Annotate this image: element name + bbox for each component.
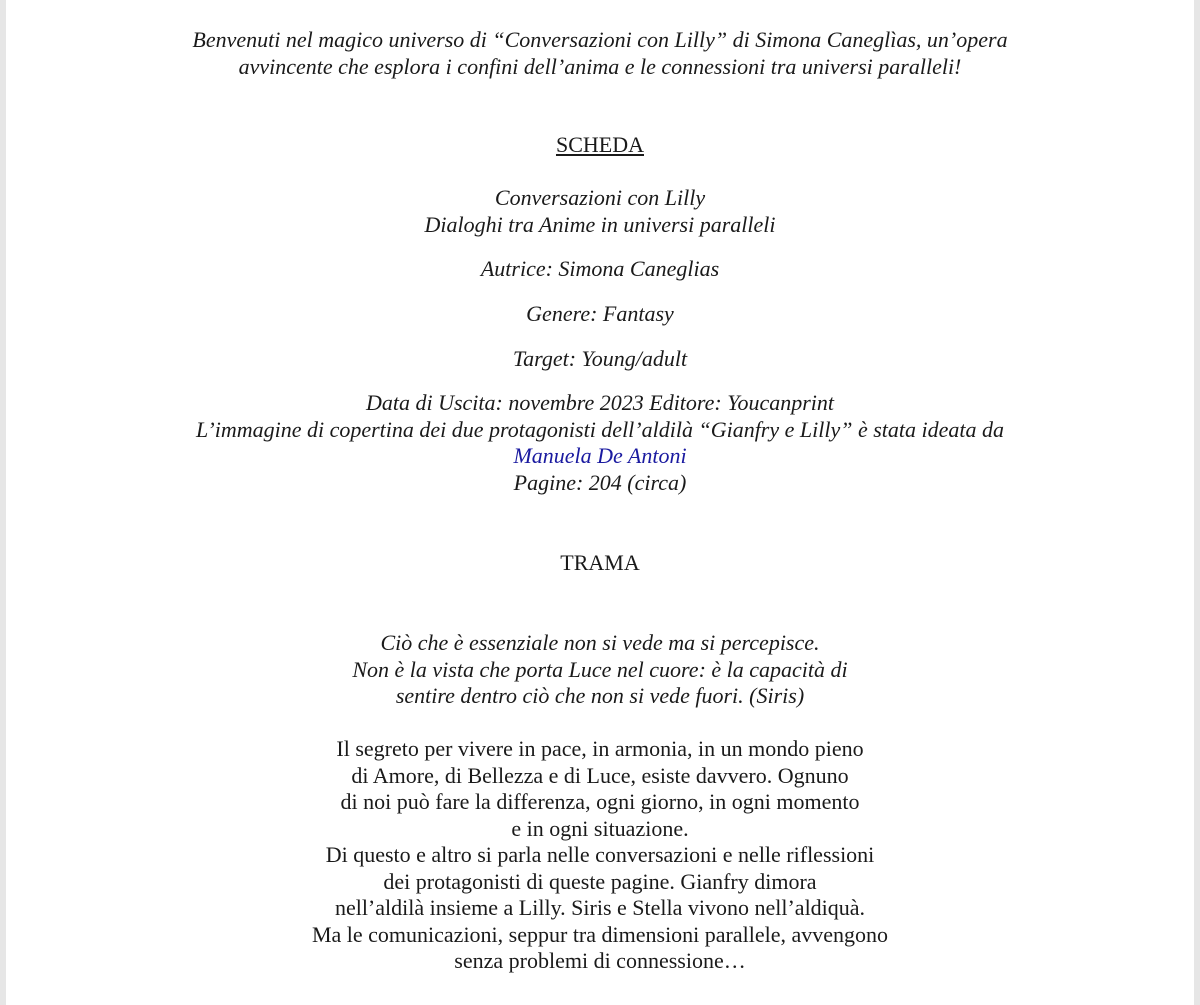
cover-credit-line: L’immagine di copertina dei due protagonisti dell’aldilà “Gianfry e Lilly” è stata ideata da: [195, 416, 1005, 442]
body-line: nell’aldilà insieme a Lilly. Siris e Stella vivono nell’aldiquà.: [334, 895, 866, 920]
intro-paragraph: [6, 27, 1194, 80]
publication-details: [6, 390, 1194, 496]
illustrator-link[interactable]: Manuela De Antoni: [513, 443, 687, 468]
quote-line: Ciò che è essenziale non si vede ma si percepisce.: [380, 630, 820, 655]
scheda-heading: SCHEDA: [555, 132, 644, 157]
quote-line: Non è la vista che porta Luce nel cuore: è la capacità di: [352, 656, 848, 682]
target-line: Target: Young/adult: [512, 346, 688, 371]
document-page: [6, 0, 1194, 1005]
body-line: di Amore, di Bellezza e di Luce, esiste davvero. Ognuno: [351, 762, 849, 788]
book-title: Conversazioni con Lilly: [494, 185, 706, 210]
pages-line: Pagine: 204 (circa): [513, 469, 687, 495]
trama-body: [6, 736, 1194, 975]
body-line: Di questo e altro si parla nelle conversazioni e nelle riflessioni: [325, 842, 875, 867]
book-title-block: [6, 185, 1194, 238]
body-line: dei protagonisti di queste pagine. Gianfry dimora: [383, 868, 817, 894]
body-line: di noi può fare la differenza, ogni giorno, in ogni momento: [340, 789, 860, 814]
intro-line: Benvenuti nel magico universo di “Conversazioni con Lilly” di Simona Caneglìas, un’opera: [192, 27, 1008, 52]
trama-heading: TRAMA: [560, 550, 640, 575]
genre-line: Genere: Fantasy: [526, 301, 674, 326]
intro-line: avvincente che esplora i confini dell’anima e le connessioni tra universi paralleli!: [238, 53, 962, 79]
release-line: Data di Uscita: novembre 2023 Editore: Youcanprint: [365, 390, 835, 415]
quote-line: sentire dentro ciò che non si vede fuori. (Siris): [395, 683, 805, 708]
body-line: e in ogni situazione.: [511, 815, 689, 841]
body-line: Ma le comunicazioni, seppur tra dimensioni parallele, avvengono: [311, 921, 889, 947]
body-line: senza problemi di connessione…: [454, 948, 746, 973]
book-subtitle: Dialoghi tra Anime in universi paralleli: [424, 211, 776, 237]
body-line: Il segreto per vivere in pace, in armonia, in un mondo pieno: [336, 736, 864, 761]
author-line: Autrice: Simona Caneglias: [480, 256, 720, 281]
epigraph-quote: [6, 630, 1194, 710]
